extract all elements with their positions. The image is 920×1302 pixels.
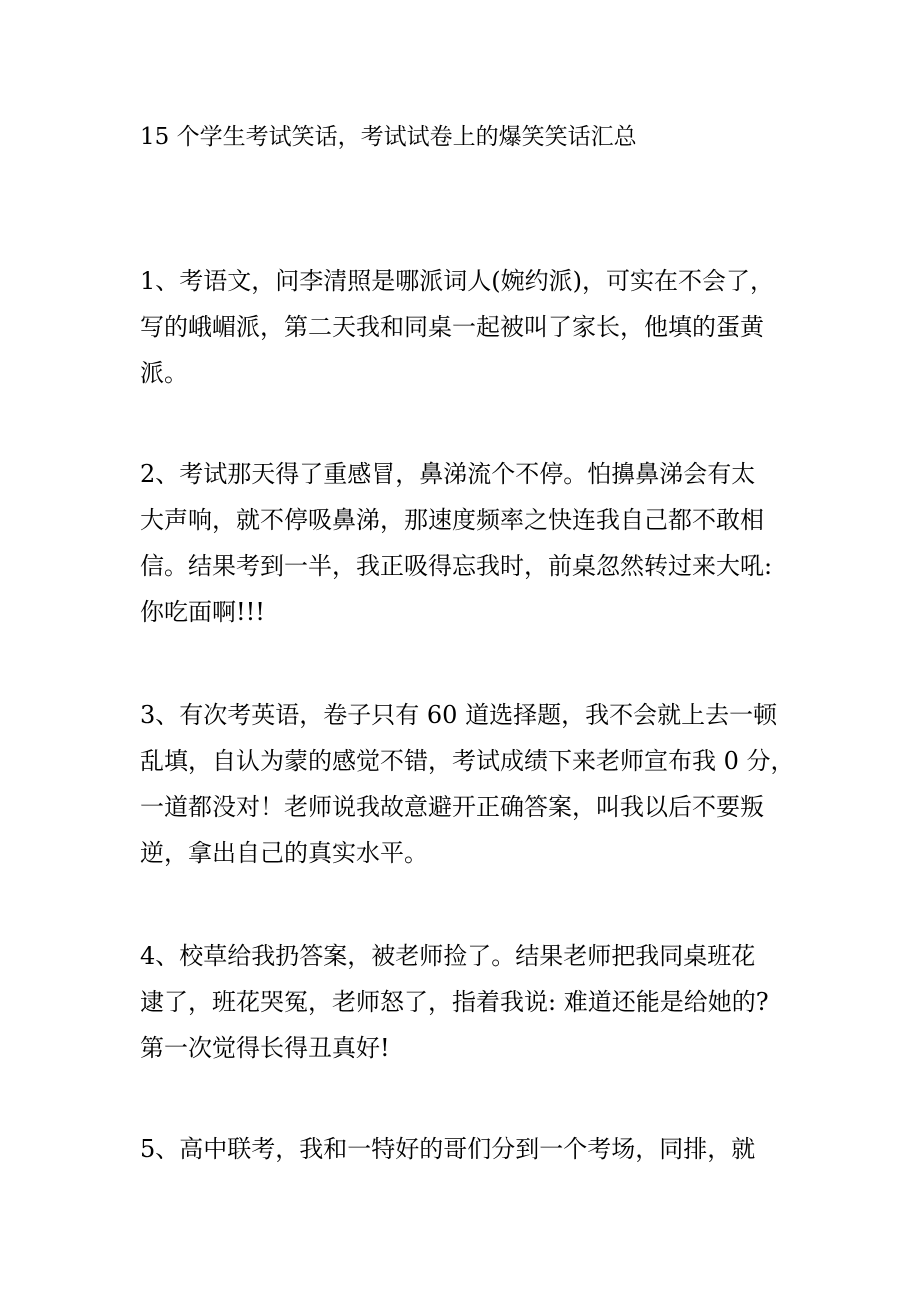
paragraph-line: 信。结果考到一半，我正吸得忘我时，前桌忽然转过来大吼: xyxy=(140,552,773,580)
joke-paragraph-1 xyxy=(140,258,782,396)
paragraph-line: 逆，拿出自己的真实水平。 xyxy=(140,839,428,867)
paragraph-line: 1、考语文，问李清照是哪派词人(婉约派)，可实在不会了， xyxy=(140,267,774,295)
joke-paragraph-4 xyxy=(140,933,782,1071)
paragraph-line: 乱填，自认为蒙的感觉不错，考试成绩下来老师宣布我 0 分， xyxy=(140,747,795,775)
paragraph-line: 5、高中联考，我和一特好的哥们分到一个考场，同排，就 xyxy=(140,1135,756,1163)
paragraph-line: 写的峨嵋派，第二天我和同桌一起被叫了家长，他填的蛋黄 xyxy=(140,313,764,341)
paragraph-line: 派。 xyxy=(140,359,188,387)
joke-paragraph-5 xyxy=(140,1126,782,1172)
paragraph-line: 4、校草给我扔答案，被老师捡了。结果老师把我同桌班花 xyxy=(140,942,756,970)
paragraph-line: 你吃面啊!!! xyxy=(140,598,265,626)
paragraph-line: 第一次觉得长得丑真好! xyxy=(140,1034,390,1062)
joke-paragraph-3 xyxy=(140,692,795,876)
paragraph-line: 逮了，班花哭冤，老师怒了，指着我说: 难道还能是给她的? xyxy=(140,988,769,1016)
paragraph-line: 2、考试那天得了重感冒，鼻涕流个不停。怕擤鼻涕会有太 xyxy=(140,460,756,488)
document-title: 15 个学生考试笑话，考试试卷上的爆笑笑话汇总 xyxy=(140,124,637,150)
joke-paragraph-2 xyxy=(140,451,782,635)
paragraph-line: 3、有次考英语，卷子只有 60 道选择题，我不会就上去一顿 xyxy=(140,701,778,729)
paragraph-line: 大声响，就不停吸鼻涕，那速度频率之快连我自己都不敢相 xyxy=(140,506,764,534)
paragraph-line: 一道都没对！老师说我故意避开正确答案，叫我以后不要叛 xyxy=(140,793,764,821)
